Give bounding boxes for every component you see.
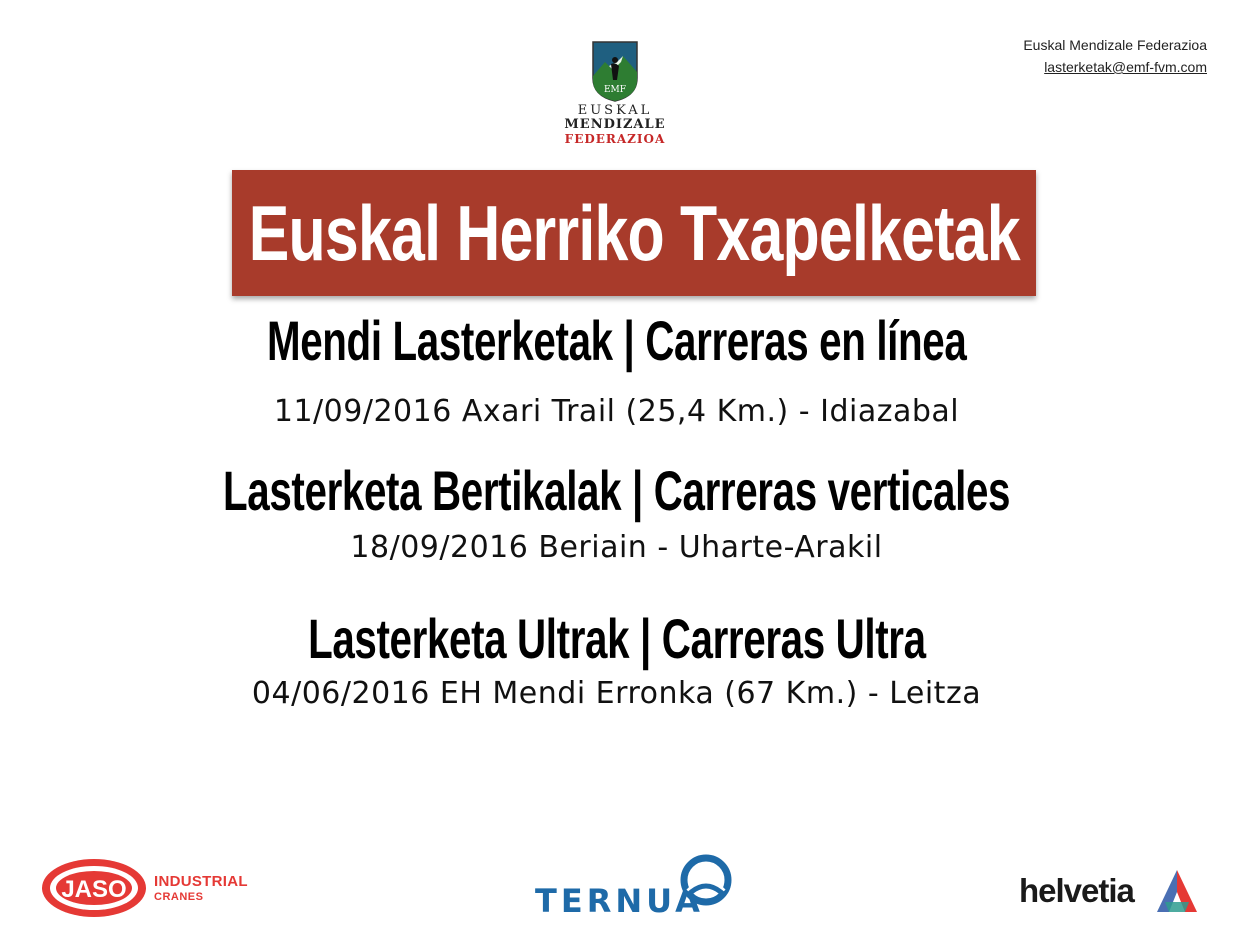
section-event-1: 11/09/2016 Axari Trail (25,4 Km.) - Idiazabal xyxy=(273,394,960,429)
org-name: Euskal Mendizale Federazioa xyxy=(1023,37,1207,53)
helvetia-a-icon xyxy=(1155,868,1199,914)
sponsor-jaso xyxy=(40,856,280,920)
ternua-name: TERNUA xyxy=(535,882,704,920)
email-link[interactable]: lasterketak@emf-fvm.com xyxy=(1044,59,1207,75)
ternua-symbol-icon xyxy=(675,854,737,914)
jaso-logo-text: JASO xyxy=(61,876,127,903)
logo-line-2: MENDIZALE xyxy=(564,117,666,132)
helvetia-name: helvetia xyxy=(1019,872,1134,909)
jaso-line-1: INDUSTRIAL xyxy=(154,873,248,890)
sponsor-ternua xyxy=(535,852,745,918)
contact-block xyxy=(1023,34,1207,78)
title-banner xyxy=(232,170,1036,296)
jaso-logo-icon xyxy=(40,856,150,920)
logo-line-1: EUSKAL xyxy=(577,103,653,118)
jaso-line-2: CRANES xyxy=(154,891,204,903)
section-heading-3: Lasterketa Ultrak | Carreras Ultra xyxy=(307,607,926,670)
section-heading-1: Mendi Lasterketak | Carreras en línea xyxy=(266,309,967,372)
section-heading-2: Lasterketa Bertikalak | Carreras verticales xyxy=(222,459,1011,522)
section-event-2: 18/09/2016 Beriain - Uharte-Arakil xyxy=(350,530,883,565)
mountain-shield-icon xyxy=(591,40,639,102)
section-event-3: 04/06/2016 EH Mendi Erronka (67 Km.) - Leitza xyxy=(251,676,982,711)
sponsor-helvetia xyxy=(1015,866,1205,918)
emf-logo xyxy=(560,40,670,155)
banner-title: Euskal Herriko Txapelketak xyxy=(248,188,1020,277)
emf-letters: EMF xyxy=(603,85,627,95)
logo-line-3: FEDERAZIOA xyxy=(564,132,666,146)
